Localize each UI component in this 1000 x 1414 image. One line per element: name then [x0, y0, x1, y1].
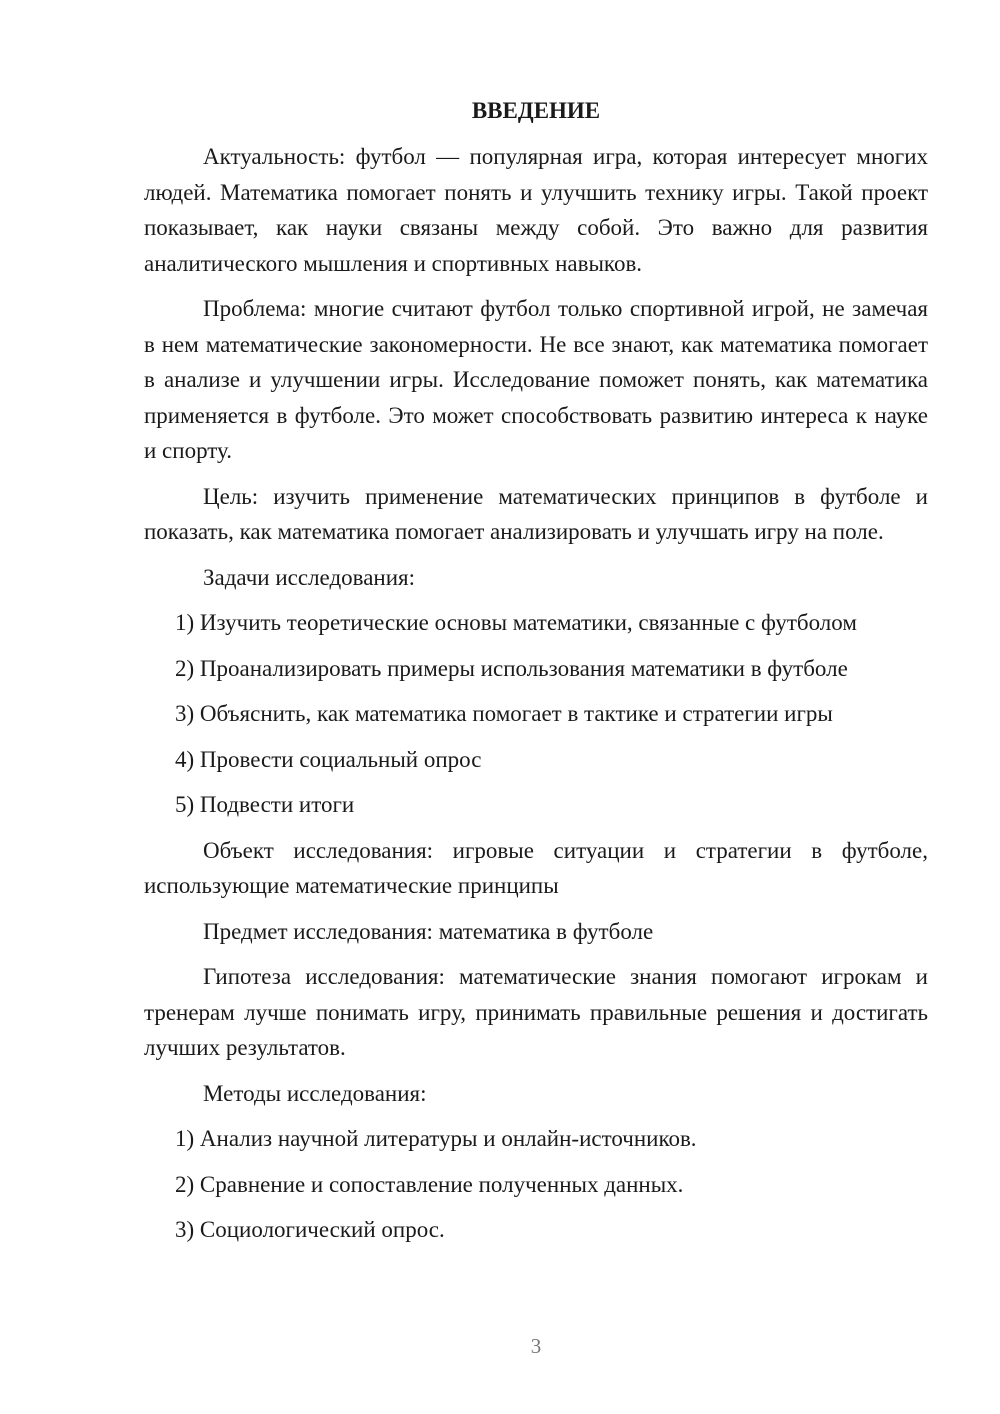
- section-title: ВВЕДЕНИЕ: [471, 98, 601, 123]
- list-item: 1) Изучить теоретические основы математики, связанные с футболом: [175, 610, 857, 635]
- problem-paragraph: Проблема: многие считают футбол только спортивной игрой, не замечая в нем математические закономерности. Не все знают, как математика помогает в анализе и улучшении игры. Исследование поможет понять, как математика применяется в футболе. Это может способствовать развитию интереса к науке и спорту.: [144, 296, 928, 463]
- tasks-list: [144, 605, 928, 823]
- page-body: [144, 95, 928, 1258]
- list-item: 5) Подвести итоги: [175, 792, 355, 817]
- list-item: 3) Объяснить, как математика помогает в тактике и стратегии игры: [175, 701, 833, 726]
- list-item: 3) Социологический опрос.: [175, 1217, 445, 1242]
- relevance-paragraph: Актуальность: футбол — популярная игра, которая интересует многих людей. Математика помогает понять и улучшить технику игры. Такой проект показывает, как науки связаны между собой. Это важно для развития аналитического мышления и спортивных навыков.: [144, 144, 928, 276]
- page-number: 3: [530, 1334, 542, 1358]
- methods-heading: Методы исследования:: [203, 1080, 427, 1106]
- tasks-heading: Задачи исследования:: [203, 564, 416, 590]
- list-item: 4) Провести социальный опрос: [175, 746, 482, 772]
- subject-paragraph: Предмет исследования: математика в футболе: [203, 918, 654, 944]
- methods-list: [144, 1121, 928, 1248]
- hypothesis-paragraph: Гипотеза исследования: математические знания помогают игрокам и тренерам лучше понимать игру, принимать правильные решения и достигать лучших результатов.: [144, 964, 928, 1060]
- object-paragraph: Объект исследования: игровые ситуации и стратегии в футболе, использующие математические принципы: [144, 837, 928, 898]
- list-item: 2) Сравнение и сопоставление полученных данных.: [175, 1171, 684, 1197]
- list-item: 1) Анализ научной литературы и онлайн-источников.: [175, 1126, 697, 1151]
- goal-paragraph: Цель: изучить применение математических принципов в футболе и показать, как математика помогает анализировать и улучшать игру на поле.: [144, 483, 928, 544]
- list-item: 2) Проанализировать примеры использования математики в футболе: [175, 655, 848, 681]
